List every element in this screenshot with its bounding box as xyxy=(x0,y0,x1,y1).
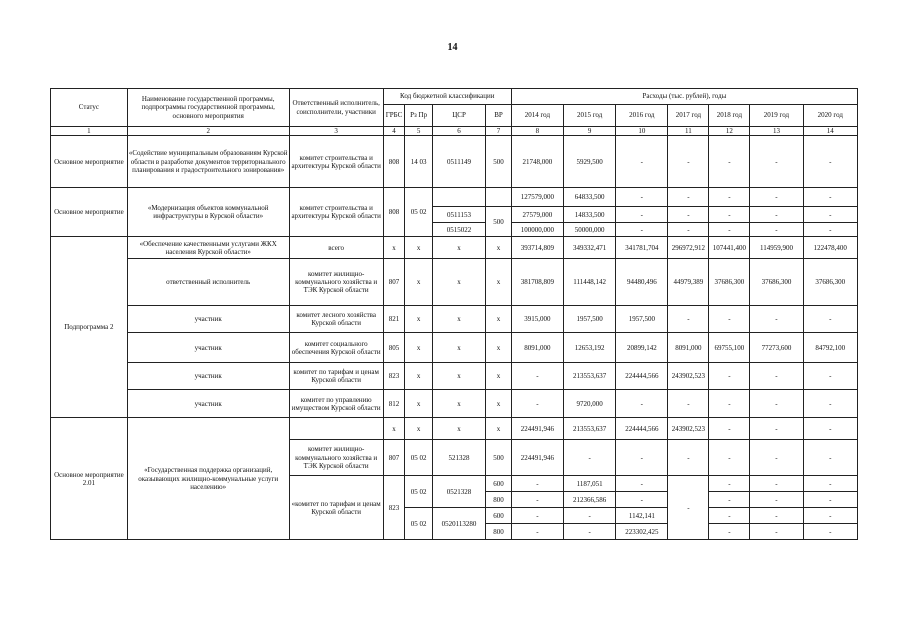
table-row xyxy=(51,259,858,306)
vr-cell: 600 xyxy=(486,508,512,524)
value-cell: 21748,000 xyxy=(511,136,563,188)
grbs-cell: x xyxy=(383,237,405,259)
value-cell: 1957,500 xyxy=(616,306,668,333)
value-cell: - xyxy=(750,390,803,418)
value-cell: - xyxy=(709,440,750,476)
value-cell: - xyxy=(750,476,803,492)
value-cell: - xyxy=(750,492,803,508)
header-rzpr: Рз Пр xyxy=(405,105,433,127)
value-cell: - xyxy=(511,508,563,524)
value-cell: - xyxy=(511,492,563,508)
value-cell: 94480,496 xyxy=(616,259,668,306)
header-year: 2020 год xyxy=(803,105,857,127)
value-cell: 27579,000 xyxy=(511,207,563,223)
value-cell: 243902,523 xyxy=(668,363,709,390)
table-row xyxy=(51,390,858,418)
value-cell: - xyxy=(803,390,857,418)
value-cell: - xyxy=(616,136,668,188)
vr-cell: 800 xyxy=(486,492,512,508)
value-cell: - xyxy=(511,390,563,418)
csr-cell: x xyxy=(432,259,485,306)
value-cell: 122478,400 xyxy=(803,237,857,259)
responsible-cell: комитет лесного хозяйства Курской области xyxy=(289,306,383,333)
table-row xyxy=(51,363,858,390)
csr-cell: x xyxy=(432,390,485,418)
value-cell: 224491,946 xyxy=(511,440,563,476)
vr-cell: 500 xyxy=(486,136,512,188)
vr-cell: x xyxy=(486,306,512,333)
row-label: участник xyxy=(127,390,289,418)
value-cell: 243902,523 xyxy=(668,418,709,440)
responsible-cell: комитет жилищно-коммунального хозяйства и ТЭК Курской области xyxy=(289,440,383,476)
value-cell: 37686,300 xyxy=(750,259,803,306)
value-cell: 212366,586 xyxy=(564,492,616,508)
csr-cell: x xyxy=(432,363,485,390)
rzpr-cell: x xyxy=(405,237,433,259)
header-year: 2019 год xyxy=(750,105,803,127)
status-cell: Основное мероприятие xyxy=(51,136,128,188)
name-cell: «Государственная поддержка организаций, оказывающих жилищно-коммунальные услуги населению» xyxy=(127,418,289,540)
value-cell: - xyxy=(750,207,803,223)
col-number: 9 xyxy=(564,127,616,136)
value-cell: 224444,566 xyxy=(616,363,668,390)
header-budget-code: Код бюджетной классификации xyxy=(383,89,511,105)
value-cell: - xyxy=(709,418,750,440)
column-numbers-row xyxy=(51,127,858,136)
responsible-cell: комитет по тарифам и ценам Курской области xyxy=(289,363,383,390)
value-cell: 223302,425 xyxy=(616,524,668,540)
value-cell: - xyxy=(616,390,668,418)
value-cell: - xyxy=(709,390,750,418)
responsible-cell: «комитет по тарифам и ценам Курской области xyxy=(289,476,383,540)
vr-cell: 500 xyxy=(486,440,512,476)
value-cell: 349332,471 xyxy=(564,237,616,259)
row-label: участник xyxy=(127,363,289,390)
value-cell: - xyxy=(616,476,668,492)
value-cell: 77273,600 xyxy=(750,333,803,363)
value-cell: - xyxy=(564,508,616,524)
grbs-cell: 808 xyxy=(383,188,405,237)
rzpr-cell: x xyxy=(405,390,433,418)
value-cell: 12653,192 xyxy=(564,333,616,363)
rzpr-cell: 14 03 xyxy=(405,136,433,188)
rzpr-cell: x xyxy=(405,259,433,306)
csr-cell: 0511153 xyxy=(432,207,485,223)
value-cell: 44979,389 xyxy=(668,259,709,306)
status-cell: Подпрограмма 2 xyxy=(51,237,128,418)
value-cell: - xyxy=(564,524,616,540)
status-cell: Основное мероприятие 2.01 xyxy=(51,418,128,540)
header-row-1 xyxy=(51,89,858,105)
csr-cell: 0515022 xyxy=(432,223,485,237)
value-cell: 69755,100 xyxy=(709,333,750,363)
table-row xyxy=(51,333,858,363)
value-cell: - xyxy=(750,223,803,237)
grbs-cell: x xyxy=(383,418,405,440)
header-name: Наименование государственной программы, подпрограммы государственной программы, основного мероприятия xyxy=(127,89,289,127)
value-cell: 84792,100 xyxy=(803,333,857,363)
value-cell: - xyxy=(616,223,668,237)
value-cell: 1142,141 xyxy=(616,508,668,524)
responsible-cell: комитет строительства и архитектуры Курской области xyxy=(289,188,383,237)
vr-cell: 600 xyxy=(486,476,512,492)
col-number: 13 xyxy=(750,127,803,136)
value-cell: 224444,566 xyxy=(616,418,668,440)
header-year: 2014 год xyxy=(511,105,563,127)
budget-table xyxy=(50,88,858,540)
vr-cell: x xyxy=(486,363,512,390)
value-cell: - xyxy=(750,306,803,333)
csr-cell: x xyxy=(432,237,485,259)
value-cell: - xyxy=(803,136,857,188)
value-cell: - xyxy=(668,136,709,188)
responsible-cell: комитет жилищно-коммунального хозяйства и ТЭК Курской области xyxy=(289,259,383,306)
value-cell: - xyxy=(803,207,857,223)
value-cell: - xyxy=(750,136,803,188)
value-cell: 381708,809 xyxy=(511,259,563,306)
col-number: 12 xyxy=(709,127,750,136)
rzpr-cell: x xyxy=(405,306,433,333)
vr-cell xyxy=(486,188,512,207)
rzpr-cell: 05 02 xyxy=(405,188,433,237)
value-cell: - xyxy=(511,524,563,540)
grbs-cell: 807 xyxy=(383,440,405,476)
value-cell: - xyxy=(803,223,857,237)
vr-cell: x xyxy=(486,237,512,259)
grbs-cell: 823 xyxy=(383,476,405,540)
grbs-cell: 812 xyxy=(383,390,405,418)
rzpr-cell: x xyxy=(405,333,433,363)
header-csr: ЦСР xyxy=(432,105,485,127)
row-label: ответственный исполнитель xyxy=(127,259,289,306)
value-cell: - xyxy=(709,492,750,508)
value-cell: - xyxy=(803,418,857,440)
value-cell: - xyxy=(803,363,857,390)
vr-cell: 800 xyxy=(486,524,512,540)
value-cell: - xyxy=(616,207,668,223)
responsible-cell: комитет по управлению имуществом Курской области xyxy=(289,390,383,418)
value-cell: 213553,637 xyxy=(564,363,616,390)
header-grbs: ГРБС xyxy=(383,105,405,127)
value-cell: - xyxy=(709,476,750,492)
name-cell: «Модернизация объектов коммунальной инфраструктуры в Курской области» xyxy=(127,188,289,237)
header-vr: ВР xyxy=(486,105,512,127)
value-cell: 20899,142 xyxy=(616,333,668,363)
rzpr-cell: x xyxy=(405,363,433,390)
value-cell: 224491,946 xyxy=(511,418,563,440)
value-cell: - xyxy=(564,440,616,476)
value-cell: - xyxy=(750,188,803,207)
col-number: 5 xyxy=(405,127,433,136)
value-cell: 127579,000 xyxy=(511,188,563,207)
value-cell: - xyxy=(668,207,709,223)
value-cell: 37686,300 xyxy=(803,259,857,306)
value-cell: 1957,500 xyxy=(564,306,616,333)
grbs-cell: 807 xyxy=(383,259,405,306)
row-label: участник xyxy=(127,333,289,363)
csr-cell: 521328 xyxy=(432,440,485,476)
col-number: 3 xyxy=(289,127,383,136)
value-cell: 341781,704 xyxy=(616,237,668,259)
value-cell: 213553,637 xyxy=(564,418,616,440)
value-cell: - xyxy=(803,508,857,524)
value-cell: - xyxy=(668,390,709,418)
value-cell: 37686,300 xyxy=(709,259,750,306)
value-cell: - xyxy=(803,476,857,492)
value-cell: 393714,809 xyxy=(511,237,563,259)
value-cell: 111448,142 xyxy=(564,259,616,306)
row-label: участник xyxy=(127,306,289,333)
csr-cell: x xyxy=(432,306,485,333)
rzpr-cell: x xyxy=(405,418,433,440)
value-cell: - xyxy=(616,440,668,476)
rzpr-cell: 05 02 xyxy=(405,508,433,540)
value-cell: - xyxy=(668,188,709,207)
vr-cell: x xyxy=(486,418,512,440)
value-cell: 107441,400 xyxy=(709,237,750,259)
csr-cell xyxy=(432,188,485,207)
value-cell: 64833,500 xyxy=(564,188,616,207)
header-year: 2015 год xyxy=(564,105,616,127)
value-cell: 14833,500 xyxy=(564,207,616,223)
value-cell: - xyxy=(511,476,563,492)
header-status: Статус xyxy=(51,89,128,127)
value-cell: 8091,000 xyxy=(511,333,563,363)
value-cell: - xyxy=(709,524,750,540)
value-cell: - xyxy=(709,363,750,390)
col-number: 11 xyxy=(668,127,709,136)
header-year: 2017 год xyxy=(668,105,709,127)
responsible-cell xyxy=(289,418,383,440)
col-number: 4 xyxy=(383,127,405,136)
responsible-cell: комитет строительства и архитектуры Курской области xyxy=(289,136,383,188)
csr-cell: 0511149 xyxy=(432,136,485,188)
col-number: 7 xyxy=(486,127,512,136)
table-row xyxy=(51,136,858,188)
value-cell: - xyxy=(750,508,803,524)
header-year: 2016 год xyxy=(616,105,668,127)
csr-cell: x xyxy=(432,418,485,440)
value-cell: - xyxy=(511,363,563,390)
col-number: 8 xyxy=(511,127,563,136)
value-cell: - xyxy=(750,524,803,540)
value-cell: - xyxy=(668,440,709,476)
csr-cell: 0521328 xyxy=(432,476,485,508)
name-cell: «Обеспечение качественными услугами ЖКХ населения Курской области» xyxy=(127,237,289,259)
value-cell: - xyxy=(709,508,750,524)
value-cell: 5929,500 xyxy=(564,136,616,188)
value-cell: - xyxy=(709,188,750,207)
value-cell: - xyxy=(750,418,803,440)
value-cell: 114959,900 xyxy=(750,237,803,259)
value-cell: 8091,000 xyxy=(668,333,709,363)
table-row xyxy=(51,237,858,259)
value-cell: - xyxy=(616,188,668,207)
value-cell: 50000,000 xyxy=(564,223,616,237)
header-year: 2018 год xyxy=(709,105,750,127)
value-cell: - xyxy=(803,440,857,476)
table-row xyxy=(51,188,858,207)
value-cell: - xyxy=(709,207,750,223)
responsible-cell: всего xyxy=(289,237,383,259)
value-cell: - xyxy=(668,223,709,237)
value-cell: 296972,912 xyxy=(668,237,709,259)
grbs-cell: 805 xyxy=(383,333,405,363)
value-cell: - xyxy=(803,492,857,508)
col-number: 6 xyxy=(432,127,485,136)
vr-cell: x xyxy=(486,333,512,363)
col-number: 2 xyxy=(127,127,289,136)
rzpr-cell: 05 02 xyxy=(405,440,433,476)
value-cell: 3915,000 xyxy=(511,306,563,333)
value-cell: - xyxy=(709,136,750,188)
value-cell: 9720,000 xyxy=(564,390,616,418)
col-number: 1 xyxy=(51,127,128,136)
csr-cell: x xyxy=(432,333,485,363)
col-number: 14 xyxy=(803,127,857,136)
value-cell: - xyxy=(709,223,750,237)
value-cell: - xyxy=(668,476,709,540)
value-cell: - xyxy=(750,363,803,390)
value-cell: - xyxy=(709,306,750,333)
grbs-cell: 821 xyxy=(383,306,405,333)
grbs-cell: 808 xyxy=(383,136,405,188)
csr-cell: 0520113280 xyxy=(432,508,485,540)
status-cell: Основное мероприятие xyxy=(51,188,128,237)
table-row xyxy=(51,306,858,333)
responsible-cell: комитет социального обеспечения Курской области xyxy=(289,333,383,363)
value-cell: 1187,051 xyxy=(564,476,616,492)
value-cell: - xyxy=(750,440,803,476)
value-cell: - xyxy=(668,306,709,333)
header-responsible: Ответственный исполнитель, соисполнители, участники xyxy=(289,89,383,127)
value-cell: - xyxy=(803,188,857,207)
vr-cell: 500 xyxy=(486,207,512,237)
vr-cell: x xyxy=(486,259,512,306)
grbs-cell: 823 xyxy=(383,363,405,390)
col-number: 10 xyxy=(616,127,668,136)
table-row xyxy=(51,418,858,440)
page-number: 14 xyxy=(447,42,458,53)
value-cell: - xyxy=(616,492,668,508)
value-cell: - xyxy=(803,524,857,540)
vr-cell: x xyxy=(486,390,512,418)
rzpr-cell: 05 02 xyxy=(405,476,433,508)
name-cell: «Содействие муниципальным образованиям Курской области в разработке документов территориального планирования и градостроительного зонирования» xyxy=(127,136,289,188)
value-cell: 100000,000 xyxy=(511,223,563,237)
value-cell: - xyxy=(803,306,857,333)
header-expenses: Расходы (тыс. рублей), годы xyxy=(511,89,857,105)
